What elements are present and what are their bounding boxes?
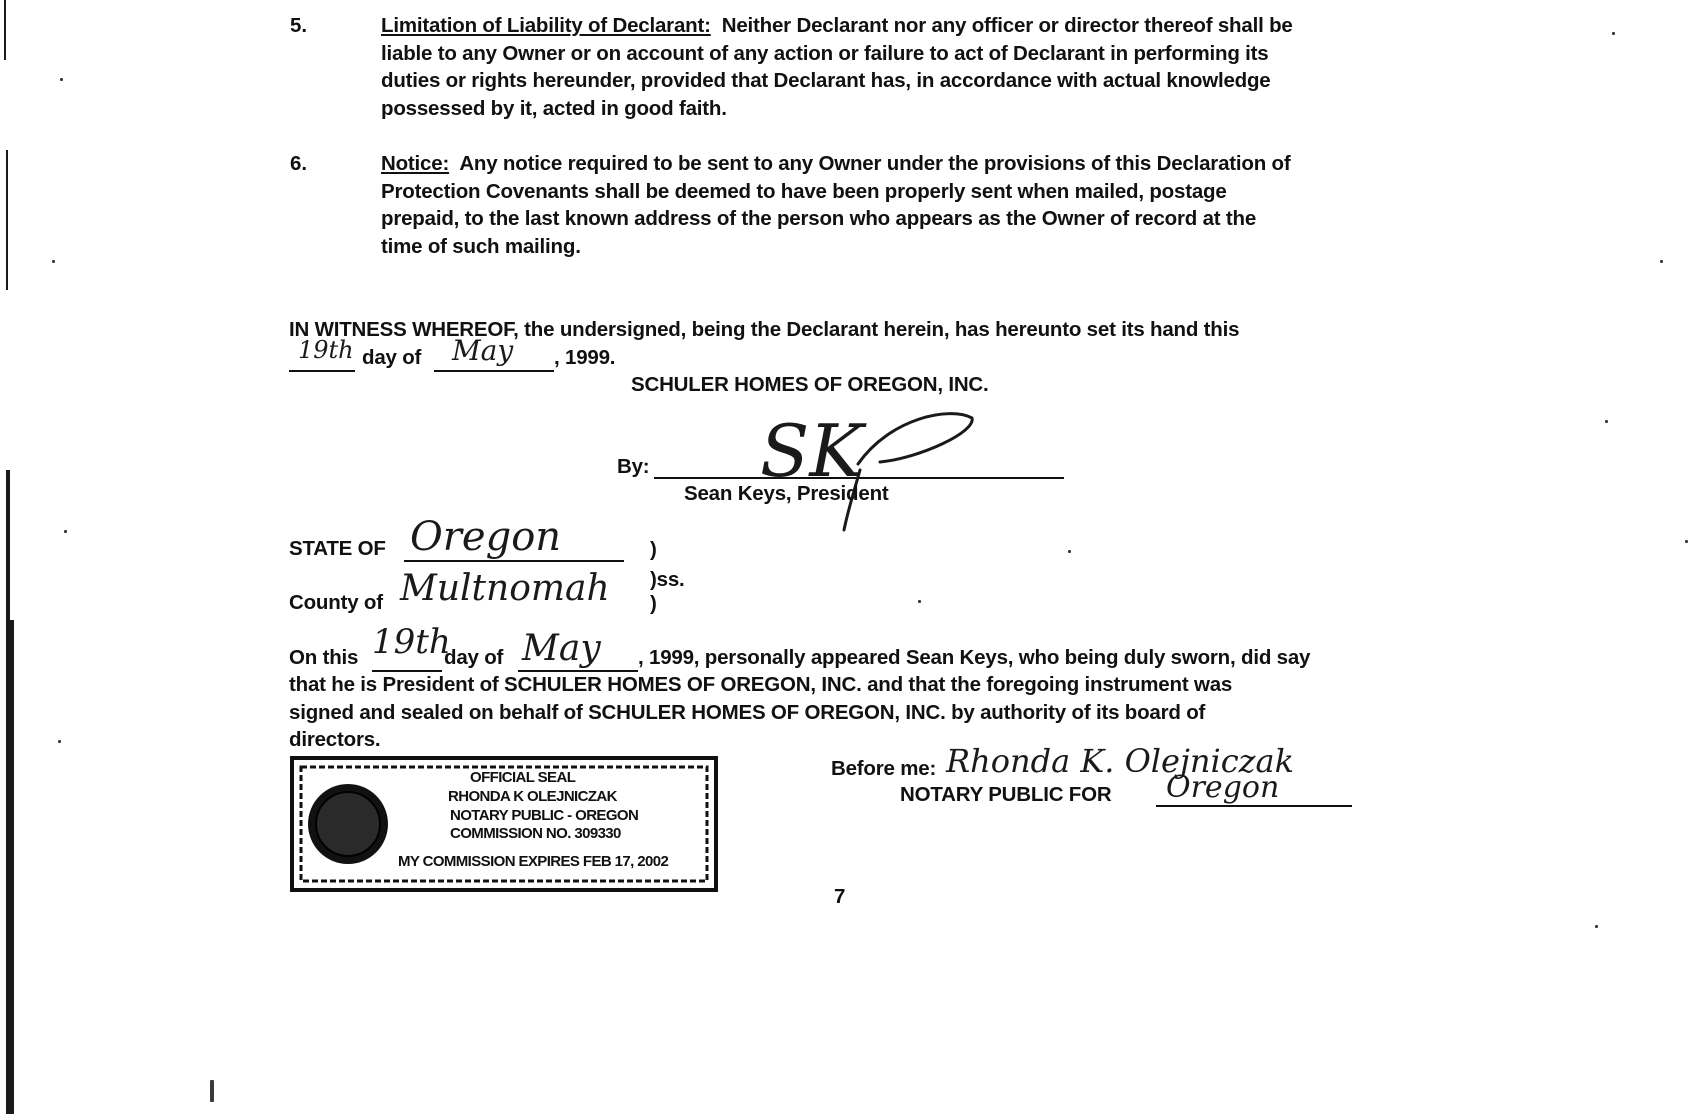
ack-on-this: On this <box>289 646 359 669</box>
section-body <box>381 150 1291 260</box>
by-label: By: <box>617 455 650 478</box>
seal-line: NOTARY PUBLIC - OREGON <box>450 807 639 824</box>
ack-day-handwritten: 19th <box>372 622 451 662</box>
scan-edge-artifact <box>0 0 14 1114</box>
county-handwritten: Multnomah <box>400 568 610 609</box>
scan-speck <box>58 740 61 743</box>
seal-line: COMMISSION NO. 309330 <box>450 825 621 842</box>
state-paren: ) <box>650 538 657 561</box>
state-handwritten: Oregon <box>410 514 562 560</box>
section-line: prepaid, to the last known address of the person who appears as the Owner of record at the <box>381 207 1257 230</box>
scan-speck <box>52 260 55 263</box>
section-line: Any notice required to be sent to any Owner under the provisions of this Declaration of <box>459 152 1291 175</box>
section-line: liable to any Owner or on account of any action or failure to act of Declarant in performing its <box>381 41 1269 65</box>
section-line: possessed by it, acted in good faith. <box>381 96 727 120</box>
witness-day-blank <box>289 370 355 372</box>
notary-state-handwritten: Oregon <box>1166 770 1280 805</box>
ss-label: )ss. <box>650 568 685 591</box>
section-first-line <box>381 12 1293 40</box>
scan-speck <box>1605 420 1608 423</box>
ack-month-handwritten: May <box>522 628 601 669</box>
section-number: 6. <box>290 152 308 175</box>
witness-day-handwritten: 19th <box>298 336 354 364</box>
scan-speck <box>1595 925 1598 928</box>
president-signature-mark: SK <box>760 409 864 493</box>
scan-speck <box>1660 260 1663 263</box>
scan-speck <box>1612 32 1615 35</box>
seal-line: MY COMMISSION EXPIRES FEB 17, 2002 <box>398 853 669 870</box>
witness-day-of: day of <box>362 346 422 369</box>
section-heading: Limitation of Liability of Declarant: <box>381 14 711 37</box>
scan-speck <box>918 600 921 603</box>
scan-speck <box>1068 550 1071 553</box>
state-label: STATE OF <box>289 537 386 560</box>
president-signature <box>740 398 990 533</box>
notary-name-handwritten: Rhonda K. Olejniczak <box>946 742 1294 780</box>
page-number: 7 <box>834 885 846 908</box>
seal-line: RHONDA K OLEJNICZAK <box>448 788 617 805</box>
state-blank <box>404 560 624 562</box>
ack-line1-rest: , 1999, personally appeared Sean Keys, who being duly sworn, did say <box>638 646 1311 669</box>
ack-day-of: day of <box>444 646 504 669</box>
section-line: Neither Declarant nor any officer or director thereof shall be <box>721 14 1293 37</box>
ack-line3: signed and sealed on behalf of SCHULER HOMES OF OREGON, INC. by authority of its board of <box>289 701 1206 724</box>
section-body <box>381 12 1293 122</box>
scan-speck <box>64 530 67 533</box>
section-first-line <box>381 150 1291 178</box>
section-line: Protection Covenants shall be deemed to have been properly sent when mailed, postage <box>381 179 1227 203</box>
section-line: time of such mailing. <box>381 234 581 258</box>
notary-state-blank <box>1156 805 1352 807</box>
section-line: duties or rights hereunder, provided that Declarant has, in accordance with actual knowledge <box>381 69 1271 92</box>
company-name: SCHULER HOMES OF OREGON, INC. <box>631 373 989 396</box>
signer-name: Sean Keys, President <box>684 482 889 505</box>
before-me-label: Before me: <box>831 757 937 780</box>
scan-speck <box>1685 540 1688 543</box>
county-paren: ) <box>650 592 657 615</box>
witness-month-blank <box>434 370 554 372</box>
notary-public-for-label: NOTARY PUBLIC FOR <box>900 783 1112 806</box>
notary-seal-stamp <box>290 756 718 892</box>
county-label: County of <box>289 591 383 614</box>
witness-month-handwritten: May <box>452 334 514 367</box>
witness-line: IN WITNESS WHEREOF, the undersigned, being the Declarant herein, has hereunto set its hand this <box>289 318 1240 341</box>
ack-line4: directors. <box>289 728 381 751</box>
witness-year: , 1999. <box>554 346 616 369</box>
scan-speck <box>210 1080 214 1102</box>
section-number: 5. <box>290 14 308 37</box>
scan-speck <box>60 78 63 81</box>
ack-line2: that he is President of SCHULER HOMES OF OREGON, INC. and that the foregoing instrument was <box>289 673 1233 696</box>
section-heading: Notice: <box>381 152 450 175</box>
seal-line: OFFICIAL SEAL <box>470 769 576 786</box>
